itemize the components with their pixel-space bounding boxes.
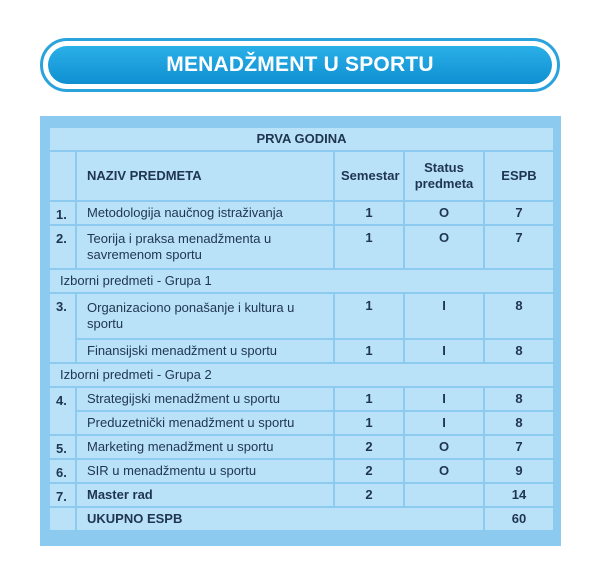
row-semester: 2 xyxy=(334,483,404,507)
table-row xyxy=(49,339,554,363)
row-espb: 8 xyxy=(484,411,554,435)
row-name: Preduzetnički menadžment u sportu xyxy=(76,411,334,435)
header-num xyxy=(49,151,76,201)
curriculum-table xyxy=(48,126,555,532)
row-name: Metodologija naučnog istraživanja xyxy=(76,201,334,225)
row-espb: 8 xyxy=(484,387,554,411)
row-status: I xyxy=(404,387,484,411)
group-row xyxy=(49,363,554,387)
table-row xyxy=(49,293,554,339)
header-name: NAZIV PREDMETA xyxy=(76,151,334,201)
row-espb: 9 xyxy=(484,459,554,483)
row-name: Teorija i praksa menadžmenta u savremenom sportu xyxy=(76,225,334,269)
row-name: SIR u menadžmentu u sportu xyxy=(76,459,334,483)
row-espb: 8 xyxy=(484,293,554,339)
row-status: O xyxy=(404,459,484,483)
row-espb: 7 xyxy=(484,225,554,269)
row-status: I xyxy=(404,411,484,435)
row-num: 6. xyxy=(49,459,76,483)
row-num: 4. xyxy=(49,387,76,435)
total-num xyxy=(49,507,76,531)
total-espb: 60 xyxy=(484,507,554,531)
row-semester: 1 xyxy=(334,225,404,269)
row-semester: 1 xyxy=(334,411,404,435)
header-status: Status predmeta xyxy=(404,151,484,201)
row-semester: 2 xyxy=(334,459,404,483)
row-status: I xyxy=(404,339,484,363)
row-num: 7. xyxy=(49,483,76,507)
row-status: O xyxy=(404,225,484,269)
row-status: O xyxy=(404,201,484,225)
row-semester: 1 xyxy=(334,201,404,225)
row-status: I xyxy=(404,293,484,339)
row-name: Finansijski menadžment u sportu xyxy=(76,339,334,363)
row-num: 1. xyxy=(49,201,76,225)
curriculum-panel xyxy=(40,116,561,546)
page-title: MENADŽMENT U SPORTU xyxy=(48,46,552,84)
total-row xyxy=(49,507,554,531)
table-row xyxy=(49,225,554,269)
header-row xyxy=(49,151,554,201)
row-name: Strategijski menadžment u sportu xyxy=(76,387,334,411)
row-name: Master rad xyxy=(76,483,334,507)
header-semester: Semestar xyxy=(334,151,404,201)
row-espb: 8 xyxy=(484,339,554,363)
group-row xyxy=(49,269,554,293)
header-espb: ESPB xyxy=(484,151,554,201)
row-status xyxy=(404,483,484,507)
year-label: PRVA GODINA xyxy=(49,127,554,151)
row-status: O xyxy=(404,435,484,459)
row-semester: 2 xyxy=(334,435,404,459)
table-row xyxy=(49,411,554,435)
table-row xyxy=(49,387,554,411)
row-num: 2. xyxy=(49,225,76,269)
group-label: Izborni predmeti - Grupa 1 xyxy=(49,269,554,293)
table-row xyxy=(49,435,554,459)
row-name: Marketing menadžment u sportu xyxy=(76,435,334,459)
table-row xyxy=(49,459,554,483)
title-banner xyxy=(40,38,560,92)
row-num: 5. xyxy=(49,435,76,459)
row-semester: 1 xyxy=(334,339,404,363)
group-label: Izborni predmeti - Grupa 2 xyxy=(49,363,554,387)
row-name: Organizaciono ponašanje i kultura u sportu xyxy=(76,293,334,339)
row-num: 3. xyxy=(49,293,76,363)
table-row xyxy=(49,483,554,507)
row-espb: 7 xyxy=(484,435,554,459)
row-semester: 1 xyxy=(334,293,404,339)
total-label: UKUPNO ESPB xyxy=(76,507,484,531)
row-espb: 14 xyxy=(484,483,554,507)
year-row xyxy=(49,127,554,151)
row-semester: 1 xyxy=(334,387,404,411)
row-espb: 7 xyxy=(484,201,554,225)
table-row xyxy=(49,201,554,225)
